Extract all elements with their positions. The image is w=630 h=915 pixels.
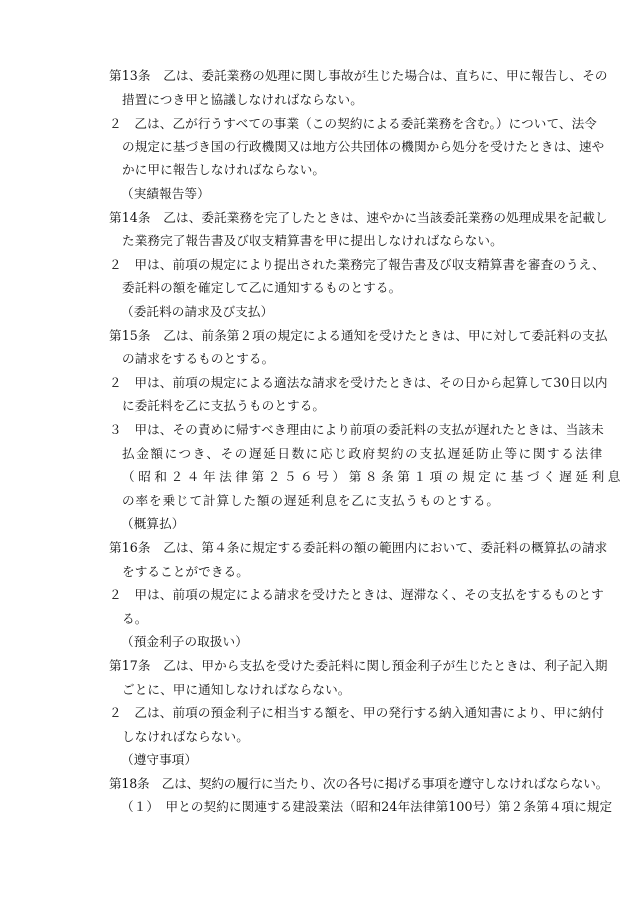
text-line: 第18条 乙は、契約の履行に当たり、次の各号に掲げる事項を遵守しなければならない。: [109, 776, 608, 791]
text-line: る。: [122, 611, 148, 626]
text-line: 措置につき甲と協議しなければならない。: [122, 92, 363, 107]
section-heading: （遵守事項）: [121, 752, 198, 767]
text-line: 第17条 乙は、甲から支払を受けた委託料に関し預金利子が生じたときは、利子記入期: [109, 658, 608, 673]
text-line: に委託料を乙に支払うものとする。: [122, 398, 326, 413]
section-heading: （預金利子の取扱い）: [121, 634, 248, 649]
text-line: 第13条 乙は、委託業務の処理に関し事故が生じた場合は、直ちに、甲に報告し、その: [109, 68, 608, 83]
text-line: ２ 乙は、乙が行うすべての事業（この契約による委託業務を含む。）について、法令: [109, 116, 597, 131]
text-line: をすることができる。: [122, 564, 249, 579]
text-line: ２ 甲は、前項の規定による適法な請求を受けたときは、その日から起算して30日以内: [109, 375, 608, 390]
text-line: ２ 甲は、前項の規定による請求を受けたときは、遅滞なく、その支払をするものとす: [109, 587, 604, 602]
text-line: 第14条 乙は、委託業務を完了したときは、速やかに当該委託業務の処理成果を記載し: [109, 210, 608, 225]
text-line: た業務完了報告書及び収支精算書を甲に提出しなければならない。: [122, 233, 503, 248]
text-line: ２ 乙は、前項の預金利子に相当する額を、甲の発行する納入通知書により、甲に納付: [109, 705, 605, 720]
text-line: の規定に基づき国の行政機関又は地方公共団体の機関から処分を受けたときは、速や: [122, 139, 605, 154]
text-line: の請求をするものとする。: [122, 351, 275, 366]
text-line: かに甲に報告しなければならない。: [122, 162, 326, 177]
text-line: 第16条 乙は、第４条に規定する委託料の額の範囲内において、委託料の概算払の請求: [109, 540, 608, 555]
section-heading: （実績報告等）: [121, 186, 210, 201]
text-line: 払金額につき、その遅延日数に応じ政府契約の支払遅延防止等に関する法律: [122, 446, 604, 461]
section-heading: （委託料の請求及び支払）: [121, 304, 274, 319]
text-line: の率を乗じて計算した額の遅延利息を乙に支払うものとする。: [122, 493, 500, 508]
section-heading: （概算払）: [121, 516, 185, 531]
text-line: 委託料の額を確定して乙に通知するものとする。: [122, 280, 402, 295]
text-line: （昭和２４年法律第２５６号）第８条第１項の規定に基づく遅延利息: [122, 469, 625, 484]
text-line: ２ 甲は、前項の規定により提出された業務完了報告書及び収支精算書を審査のうえ、: [109, 257, 605, 272]
text-line: ３ 甲は、その責めに帰すべき理由により前項の委託料の支払が遅れたときは、当該未: [109, 422, 604, 437]
text-line: しなければならない。: [122, 729, 249, 744]
text-line: （１） 甲との契約に関連する建設業法（昭和24年法律第100号）第２条第４項に規定: [121, 799, 613, 814]
text-line: ごとに、甲に通知しなければならない。: [122, 682, 351, 697]
text-line: 第15条 乙は、前条第２項の規定による通知を受けたときは、甲に対して委託料の支払: [109, 328, 608, 343]
